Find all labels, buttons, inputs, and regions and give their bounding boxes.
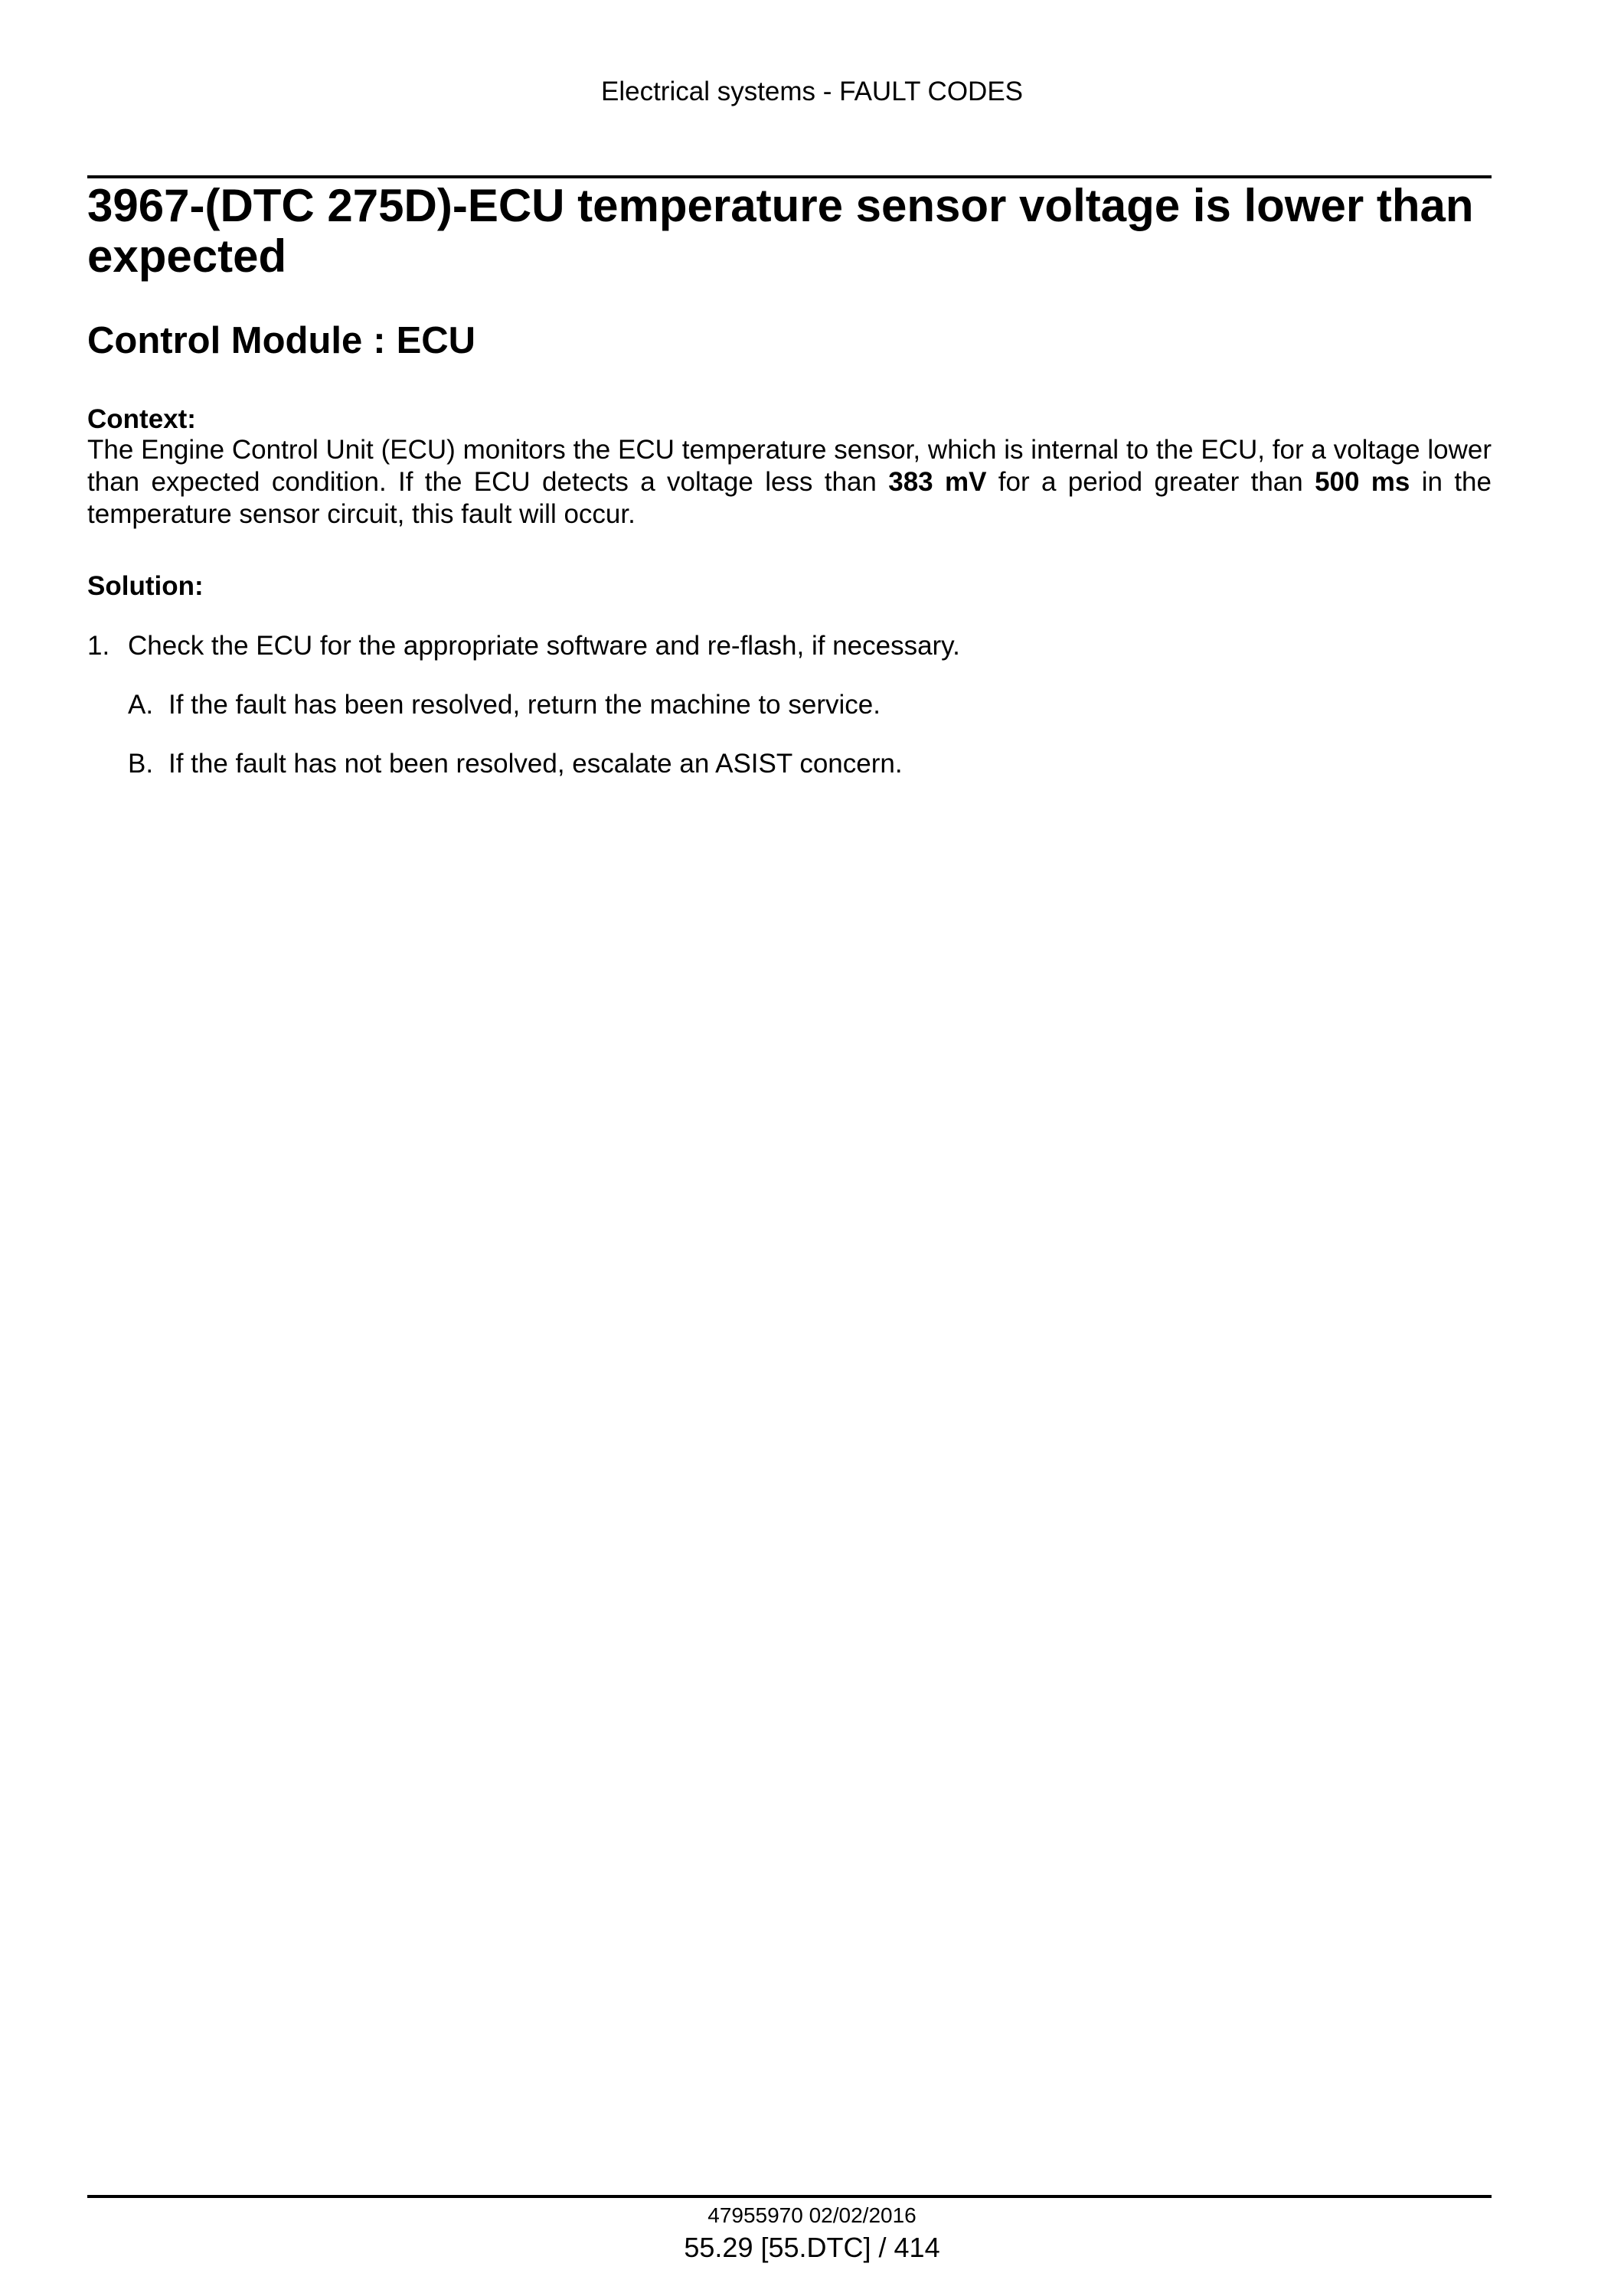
control-module-separator: : <box>373 320 386 361</box>
step-marker: 1. <box>87 631 110 661</box>
solution-step-1 <box>87 630 960 662</box>
voltage-threshold: 383 mV <box>888 467 987 497</box>
step-text: Check the ECU for the appropriate software and re-flash, if necessary. <box>128 631 960 661</box>
page-number: 55.29 [55.DTC] / 414 <box>684 2232 940 2263</box>
substep-text: If the fault has been resolved, return the machine to service. <box>168 690 881 720</box>
solution-substep-a <box>128 689 881 721</box>
duration-threshold: 500 ms <box>1315 467 1410 497</box>
header-divider <box>87 175 1492 178</box>
context-text-part-2: for a period greater than <box>986 467 1315 497</box>
control-module-heading <box>87 318 475 364</box>
solution-label: Solution: <box>87 571 204 601</box>
context-paragraph <box>87 434 1492 531</box>
solution-substep-b <box>128 748 903 780</box>
document-id: 47955970 02/02/2016 <box>707 2203 917 2227</box>
context-text-part-3: in the temperature sensor circuit, this fault will occur. <box>87 467 1492 529</box>
substep-text: If the fault has not been resolved, escalate an ASIST concern. <box>168 749 903 779</box>
context-label: Context: <box>87 404 196 434</box>
running-header: Electrical systems - FAULT CODES <box>600 77 1024 106</box>
footer-divider <box>87 2195 1492 2198</box>
substep-marker: B. <box>128 749 154 779</box>
control-module-value: ECU <box>396 320 476 361</box>
context-text-part-1: The Engine Control Unit (ECU) monitors the ECU temperature sensor, which is internal to the ECU, for a voltage lower than expected condition. If the ECU detects a voltage less than <box>87 435 1492 497</box>
substep-marker: A. <box>128 690 154 720</box>
fault-title: 3967-(DTC 275D)-ECU temperature sensor voltage is lower than expected <box>87 180 1474 282</box>
control-module-label: Control Module <box>87 320 363 361</box>
